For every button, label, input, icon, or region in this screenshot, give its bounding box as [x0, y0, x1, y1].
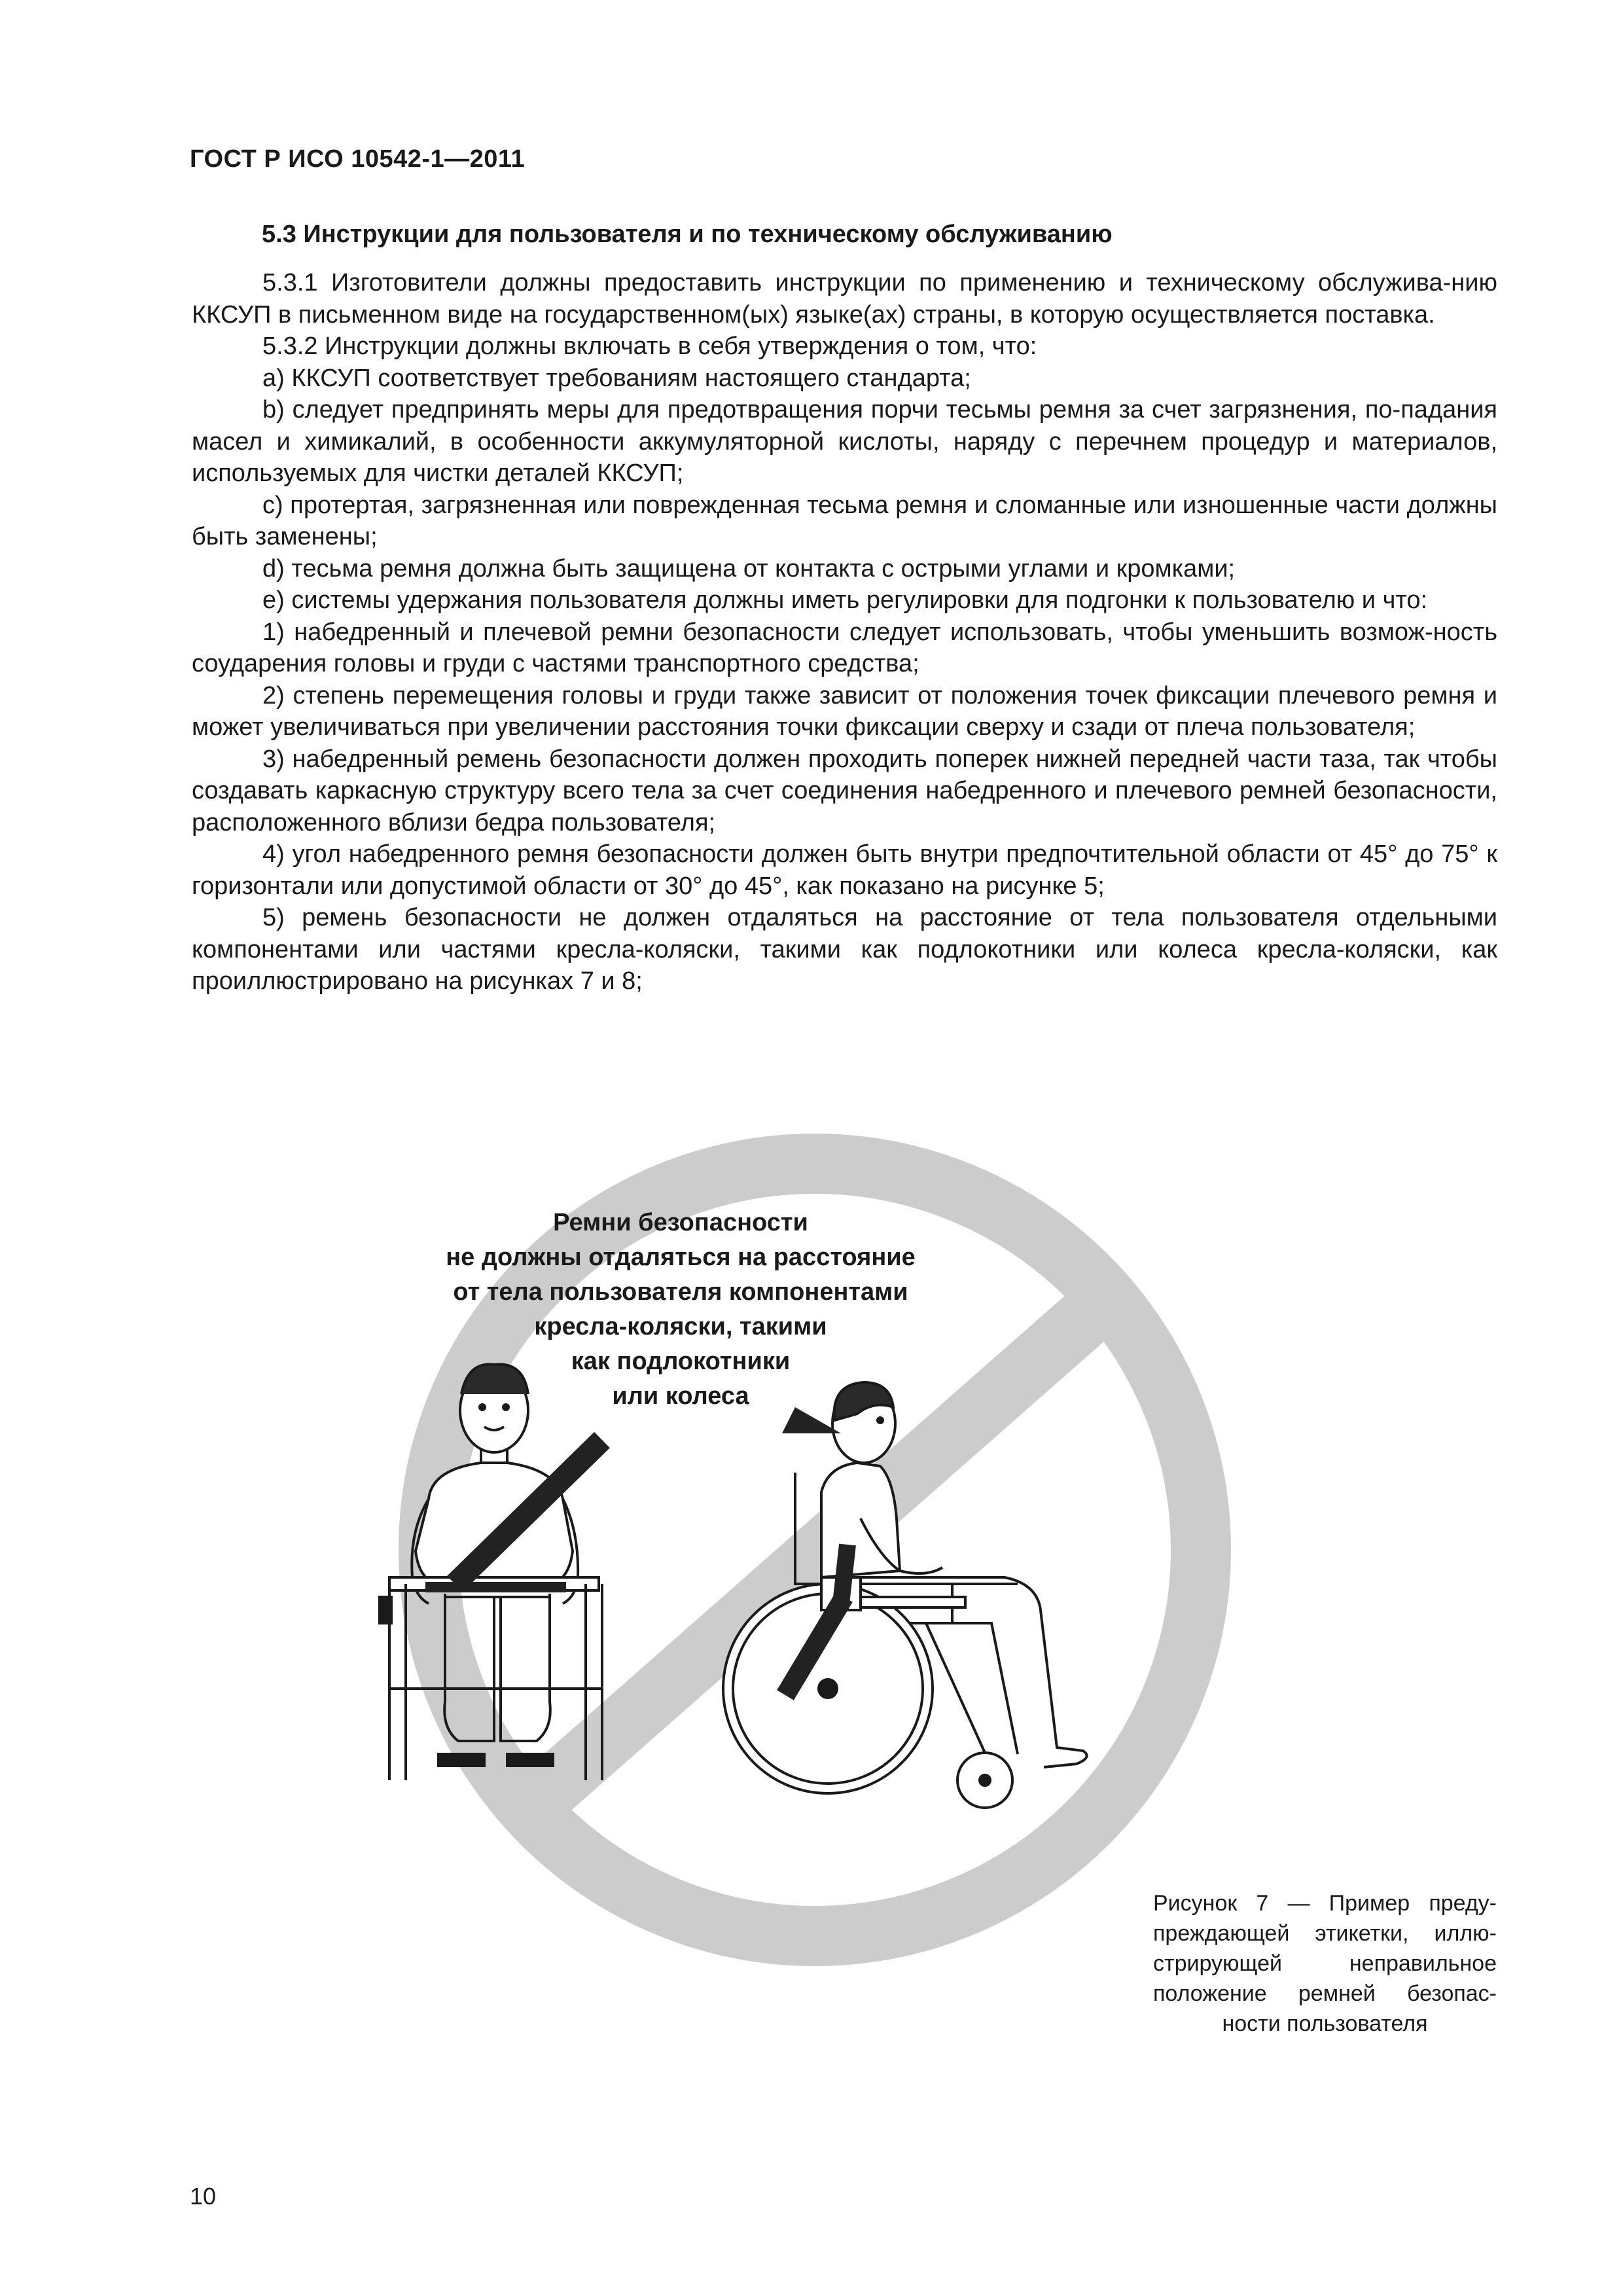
caption-line: преждающей этикетки, иллю- [1153, 1921, 1497, 1946]
caption-line: ности пользователя [1222, 2011, 1428, 2036]
caption-line: стрирующей неправильное [1153, 1951, 1497, 1976]
warning-line: кресла-коляски, такими [534, 1313, 827, 1340]
warning-line: от тела пользователя компонентами [453, 1278, 908, 1306]
warning-line: Ремни безопасности [553, 1209, 808, 1236]
paragraph-5-3-2: 5.3.2 Инструкции должны включать в себя утверждения о том, что: [262, 332, 1037, 360]
warning-line: или колеса [612, 1382, 749, 1410]
list-item-c: c) протертая, загрязненная или поврежденная тесьма ремня и сломанные или изношенные части должны быть заменены; [192, 491, 1497, 550]
list-item-e: e) системы удержания пользователя должны иметь регулировки для подгонки к пользователю и что: [262, 586, 1428, 614]
caption-line: положение ремней безопас- [1153, 1981, 1497, 2006]
list-item-d: d) тесьма ремня должна быть защищена от контакта с острыми углами и кромками; [262, 554, 1236, 583]
section-title: 5.3 Инструкции для пользователя и по техническому обслуживанию [262, 221, 1113, 248]
figure-warning-text [419, 1206, 942, 1414]
list-item-a: a) ККСУП соответствует требованиям настоящего стандарта; [262, 364, 971, 392]
body-text [192, 267, 1497, 997]
list-item-3: 3) набедренный ремень безопасности должен проходить поперек нижней передней части таза, так чтобы создавать каркасную структуру всего тела за счет соединения набедренного и плечевого ремней безопасности, расположенного вблизи бедра пользователя; [192, 745, 1497, 836]
warning-line: не должны отдаляться на расстояние [446, 1244, 916, 1271]
list-item-b: b) следует предпринять меры для предотвращения порчи тесьмы ремня за счет загрязнения, по-падания масел и химикалий, в особенности аккумуляторной кислоты, наряду с перечнем процедур и материалов, используемых для чистки деталей ККСУП; [192, 396, 1497, 487]
list-item-5: 5) ремень безопасности не должен отдаляться на расстояние от тела пользователя отдельными компонентами или частями кресла-коляски, такими как подлокотники или колеса кресла-коляски, как проиллюстрировано на рисунках 7 и 8; [192, 904, 1497, 995]
page-number: 10 [190, 2183, 217, 2210]
list-item-4: 4) угол набедренного ремня безопасности должен быть внутри предпочтительной области от 45° до 75° к горизонтали или допустимой области от 30° до 45°, как показано на рисунке 5; [192, 840, 1497, 900]
figure-caption [1153, 1888, 1497, 2039]
side-shoulder-belt [841, 1545, 847, 1604]
list-item-1: 1) набедренный и плечевой ремни безопасности следует использовать, чтобы уменьшить возмож-ность соударения головы и груди с частями транспортного средства; [192, 618, 1497, 677]
warning-line: как подлокотники [571, 1348, 791, 1375]
document-header: ГОСТ Р ИСО 10542-1—2011 [190, 145, 526, 173]
caption-line: Рисунок 7 — Пример преду- [1153, 1891, 1497, 1916]
paragraph-5-3-1: 5.3.1 Изготовители должны предоставить инструкции по применению и техническому обслужива-нию ККСУП в письменном виде на государственном(ых) языке(ах) страны, в которую осуществляется поставка. [192, 269, 1497, 329]
list-item-2: 2) степень перемещения головы и груди также зависит от положения точек фиксации плечевого ремня и может увеличиваться при увеличении расстояния точки фиксации сверху и сзади от плеча пользователя; [192, 681, 1497, 741]
